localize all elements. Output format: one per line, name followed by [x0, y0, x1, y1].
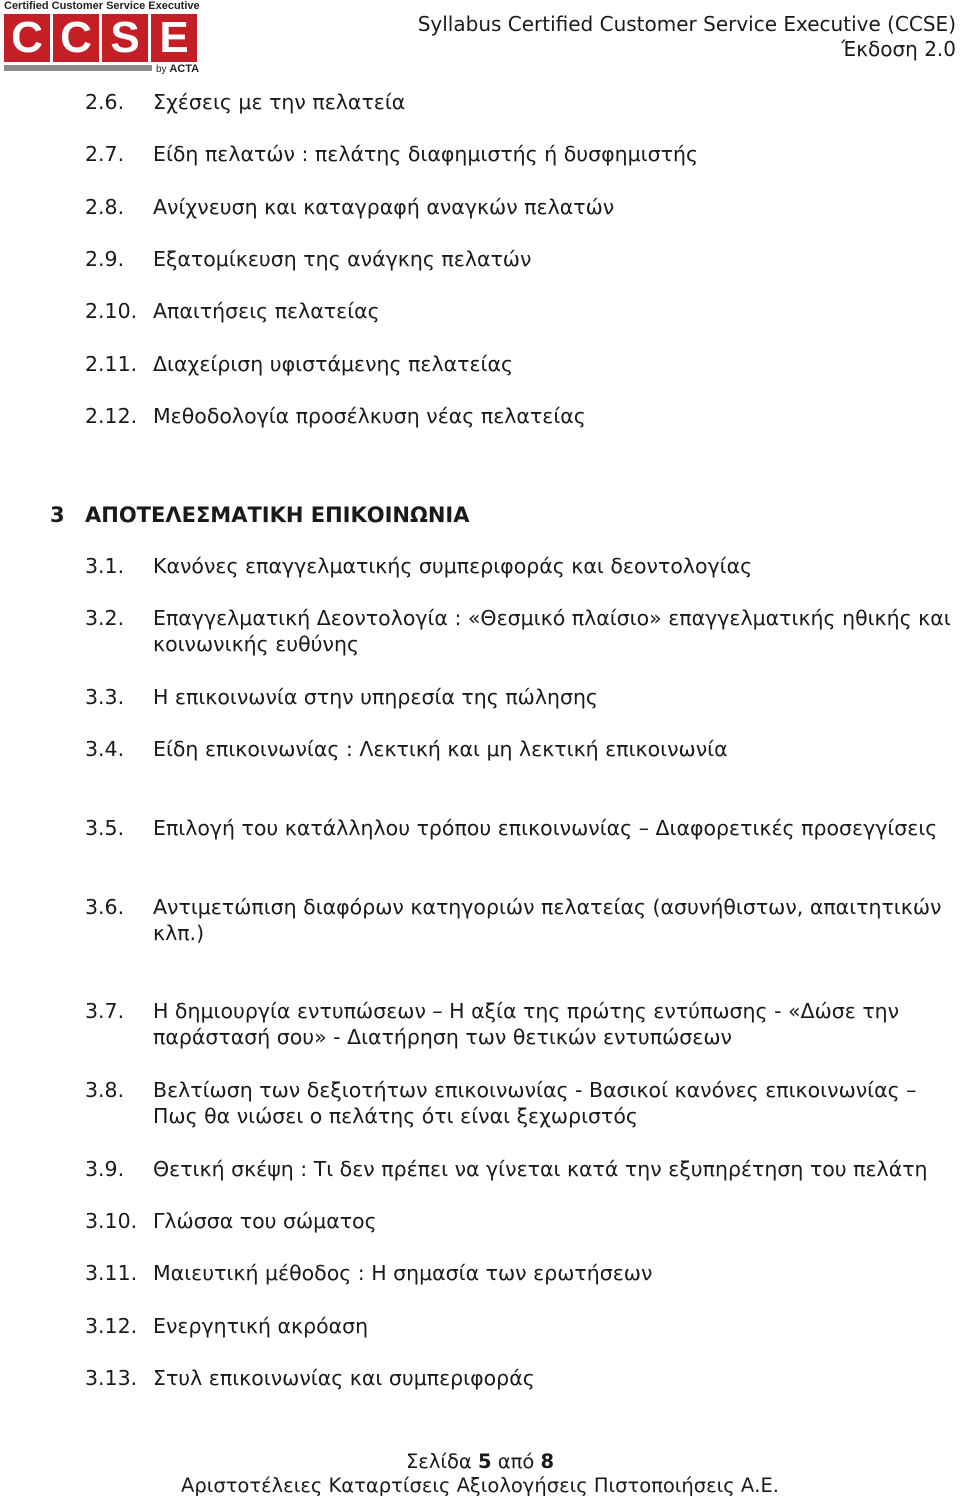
logo-letter-c1: C	[4, 14, 50, 62]
item-number: 3.5.	[85, 816, 125, 840]
item-number: 3.1.	[85, 554, 125, 578]
item-text: Εξατομίκευση της ανάγκης πελατών	[153, 247, 532, 271]
page-label: Σελίδα	[405, 1450, 472, 1473]
item-text: Ενεργητική ακρόαση	[153, 1314, 369, 1338]
item-number: 3.12.	[85, 1314, 138, 1338]
item-number: 3.10.	[85, 1209, 138, 1233]
page-number	[0, 1450, 960, 1474]
logo-letter-e: E	[151, 14, 197, 62]
section-heading	[50, 503, 469, 527]
item-number: 2.6.	[85, 90, 125, 114]
item-text: Επαγγελματική Δεοντολογία : «Θεσμικό πλαίσιο» επαγγελματικής ηθικής και κοινωνικής ευθύνης	[153, 606, 951, 656]
footer-company: Αριστοτέλειες Καταρτίσεις Αξιολογήσεις Πιστοποιήσεις Α.Ε.	[181, 1474, 779, 1497]
item-number: 2.12.	[85, 404, 138, 428]
item-text: Μεθοδολογία προσέλκυση νέας πελατείας	[153, 404, 586, 428]
item-text: Σχέσεις με την πελατεία	[153, 90, 406, 114]
logo-letters	[4, 14, 197, 62]
item-number: 3.9.	[85, 1157, 125, 1181]
item-text: Είδη επικοινωνίας : Λεκτική και μη λεκτική επικοινωνία	[153, 737, 728, 761]
item-number: 2.11.	[85, 352, 138, 376]
page-total: 8	[540, 1450, 555, 1473]
item-number: 3.8.	[85, 1078, 125, 1102]
item-number: 3.2.	[85, 606, 125, 630]
item-text: Μαιευτική μέθοδος : Η σημασία των ερωτήσεων	[153, 1261, 653, 1285]
section-title: ΑΠΟΤΕΛΕΣΜΑΤΙΚΗ ΕΠΙΚΟΙΝΩΝΙΑ	[85, 503, 470, 527]
logo-bar	[4, 65, 152, 71]
item-text: Είδη πελατών : πελάτης διαφημιστής ή δυσφημιστής	[153, 142, 698, 166]
ccse-logo	[2, 0, 202, 76]
section-number: 3	[50, 503, 65, 527]
item-text: Ανίχνευση και καταγραφή αναγκών πελατών	[153, 195, 615, 219]
page-of: από	[497, 1450, 535, 1473]
logo-letter-s: S	[102, 14, 148, 62]
item-text: Η δημιουργία εντυπώσεων – Η αξία της πρώτης εντύπωσης - «Δώσε την παράστασή σου» - Διατήρηση των θετικών εντυπώσεων	[153, 999, 900, 1049]
logo-tagline: Certified Customer Service Executive	[4, 0, 200, 12]
item-number: 2.9.	[85, 247, 125, 271]
item-number: 2.8.	[85, 195, 125, 219]
document-title: Syllabus Certified Customer Service Executive (CCSE)	[417, 12, 956, 36]
item-text: Διαχείριση υφιστάμενης πελατείας	[153, 352, 514, 376]
item-number: 3.13.	[85, 1366, 138, 1390]
item-text: Επιλογή του κατάλληλου τρόπου επικοινωνίας – Διαφορετικές προσεγγίσεις	[153, 816, 938, 840]
item-text: Απαιτήσεις πελατείας	[153, 299, 380, 323]
item-number: 3.7.	[85, 999, 125, 1023]
logo-letter-c2: C	[53, 14, 99, 62]
document-header	[418, 12, 956, 62]
item-text: Στυλ επικοινωνίας και συμπεριφοράς	[153, 1366, 535, 1390]
item-number: 3.3.	[85, 685, 125, 709]
document-edition: Έκδοση 2.0	[841, 37, 956, 61]
item-text: Αντιμετώπιση διαφόρων κατηγοριών πελατείας (ασυνήθιστων, απαιτητικών κλπ.)	[153, 895, 942, 945]
item-number: 3.11.	[85, 1261, 138, 1285]
item-text: Βελτίωση των δεξιοτήτων επικοινωνίας - Βασικοί κανόνες επικοινωνίας – Πως θα νιώσει ο πελάτης ότι είναι ξεχωριστός	[153, 1078, 917, 1128]
item-number: 2.7.	[85, 142, 125, 166]
item-text: Γλώσσα του σώματος	[153, 1209, 377, 1233]
item-text: Κανόνες επαγγελματικής συμπεριφοράς και δεοντολογίας	[153, 554, 753, 578]
item-number: 3.4.	[85, 737, 125, 761]
item-text: Η επικοινωνία στην υπηρεσία της πώλησης	[153, 685, 598, 709]
logo-by-acta: by ACTA	[156, 63, 200, 75]
item-number: 2.10.	[85, 299, 138, 323]
item-number: 3.6.	[85, 895, 125, 919]
item-text: Θετική σκέψη : Τι δεν πρέπει να γίνεται κατά την εξυπηρέτηση του πελάτη	[153, 1157, 928, 1181]
page-current: 5	[477, 1450, 492, 1473]
